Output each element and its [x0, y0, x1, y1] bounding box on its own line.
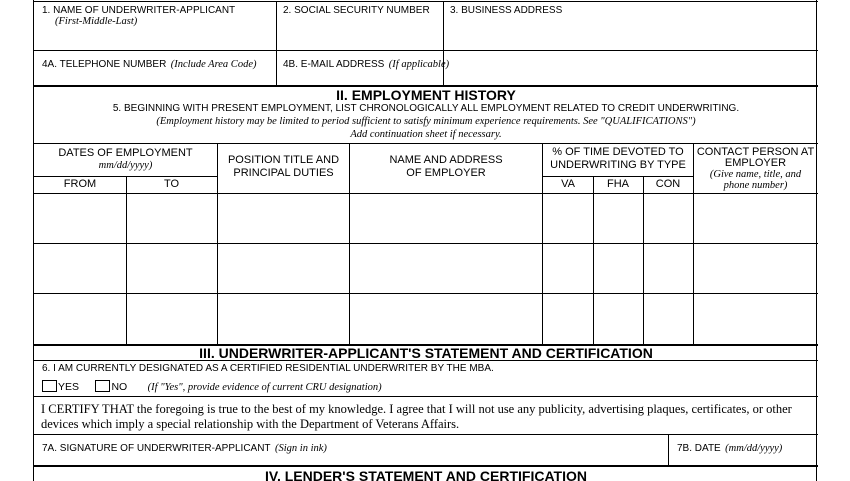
no-label: NO [111, 381, 128, 393]
yes-hint: (If "Yes", provide evidence of current CRU designation) [147, 382, 382, 393]
fha-header: FHA [607, 178, 629, 190]
fha-input[interactable] [594, 194, 642, 242]
certification-text-2: devices which imply a special relationship with the Department of Veterans Affairs. [41, 417, 460, 431]
position-input[interactable] [218, 294, 348, 343]
employment-instruction: 5. BEGINNING WITH PRESENT EMPLOYMENT, LIST CHRONOLOGICALLY ALL EMPLOYMENT RELATED TO CREDIT UNDERWRITING. [112, 103, 740, 114]
contact-header-2: EMPLOYER [724, 157, 787, 169]
va-input[interactable] [543, 294, 592, 343]
contact-input[interactable] [694, 194, 817, 242]
contact-input[interactable] [694, 244, 817, 292]
section-title-employment-history: II. EMPLOYMENT HISTORY [336, 87, 516, 103]
certification-text-1: I CERTIFY THAT the foregoing is true to the best of my knowledge. I agree that I will not use any publicity, advertising plaques, certificates, or other [41, 402, 792, 416]
signature-label-group [42, 438, 327, 456]
employer-input[interactable] [350, 194, 541, 242]
date-field[interactable] [669, 435, 818, 465]
telephone-label-group [42, 54, 256, 72]
va-input[interactable] [543, 244, 592, 292]
va-input[interactable] [543, 194, 592, 242]
section-title-certification: III. UNDERWRITER-APPLICANT'S STATEMENT AND CERTIFICATION [199, 345, 653, 361]
position-input[interactable] [218, 194, 348, 242]
from-header: FROM [63, 178, 97, 190]
pct-header-2: UNDERWRITING BY TYPE [550, 159, 686, 171]
ssn-field-label: 2. SOCIAL SECURITY NUMBER [283, 5, 430, 16]
position-header-2: PRINCIPAL DUTIES [233, 167, 334, 179]
cru-answer-group [42, 377, 382, 395]
yes-checkbox[interactable] [42, 380, 57, 392]
email-label: 4B. E-MAIL ADDRESS [283, 59, 385, 70]
contact-hint-2: phone number) [723, 180, 788, 191]
fha-input[interactable] [594, 244, 642, 292]
from-input[interactable] [35, 244, 125, 292]
employer-input[interactable] [350, 294, 541, 343]
divider [443, 51, 444, 85]
dates-header-hint: mm/dd/yyyy) [98, 160, 153, 171]
position-header-1: POSITION TITLE AND [227, 154, 340, 166]
date-label-group [677, 438, 782, 456]
date-label: 7B. DATE [677, 443, 721, 454]
name-field-hint: (First-Middle-Last) [55, 16, 138, 27]
name-field[interactable] [34, 2, 276, 50]
con-input[interactable] [644, 194, 692, 242]
telephone-hint: (Include Area Code) [170, 59, 257, 70]
divider [34, 396, 818, 397]
con-header: CON [655, 178, 681, 190]
email-field[interactable] [277, 51, 450, 85]
date-hint: (mm/dd/yyyy) [725, 443, 783, 454]
from-input[interactable] [35, 294, 125, 343]
section-divider [34, 465, 818, 467]
email-hint: (If applicable) [388, 59, 450, 70]
ssn-field[interactable] [277, 2, 443, 50]
to-header: TO [163, 178, 180, 190]
no-checkbox[interactable] [95, 380, 110, 392]
position-input[interactable] [218, 244, 348, 292]
yes-label: YES [58, 381, 80, 393]
name-field-label: 1. NAME OF UNDERWRITER-APPLICANT [42, 5, 236, 16]
con-input[interactable] [644, 244, 692, 292]
to-input[interactable] [127, 244, 216, 292]
pct-header-1: % OF TIME DEVOTED TO [552, 146, 684, 158]
business-address-field[interactable] [444, 2, 818, 50]
va-header: VA [561, 178, 575, 190]
cru-question: 6. I AM CURRENTLY DESIGNATED AS A CERTIFIED RESIDENTIAL UNDERWRITER BY THE MBA. [42, 363, 494, 374]
fha-input[interactable] [594, 294, 642, 343]
dates-header: DATES OF EMPLOYMENT [58, 147, 193, 159]
contact-input[interactable] [694, 294, 817, 343]
signature-field[interactable] [34, 435, 668, 465]
underwriter-application-form [33, 0, 817, 481]
section-title-lender: IV. LENDER'S STATEMENT AND CERTIFICATION [265, 468, 587, 481]
signature-hint: (Sign in ink) [275, 443, 327, 454]
divider [34, 360, 818, 361]
business-address-label: 3. BUSINESS ADDRESS [450, 5, 563, 16]
employer-header-1: NAME AND ADDRESS [389, 154, 503, 166]
divider [34, 143, 818, 144]
telephone-field[interactable] [34, 51, 276, 85]
con-input[interactable] [644, 294, 692, 343]
employment-note-1: (Employment history may be limited to period sufficient to satisfy minimum experience requirements. See "QUALIFICATIONS") [156, 116, 696, 127]
contact-hint-1: (Give name, title, and [709, 169, 802, 180]
email-label-group [283, 54, 449, 72]
to-input[interactable] [127, 194, 216, 242]
employment-note-2: Add continuation sheet if necessary. [350, 129, 502, 140]
employer-header-2: OF EMPLOYER [406, 167, 486, 179]
contact-header-1: CONTACT PERSON AT [696, 146, 815, 158]
to-input[interactable] [127, 294, 216, 343]
from-input[interactable] [35, 194, 125, 242]
divider [543, 176, 693, 177]
employer-input[interactable] [350, 244, 541, 292]
signature-label: 7A. SIGNATURE OF UNDERWRITER-APPLICANT [42, 443, 271, 454]
telephone-label: 4A. TELEPHONE NUMBER [42, 59, 167, 70]
